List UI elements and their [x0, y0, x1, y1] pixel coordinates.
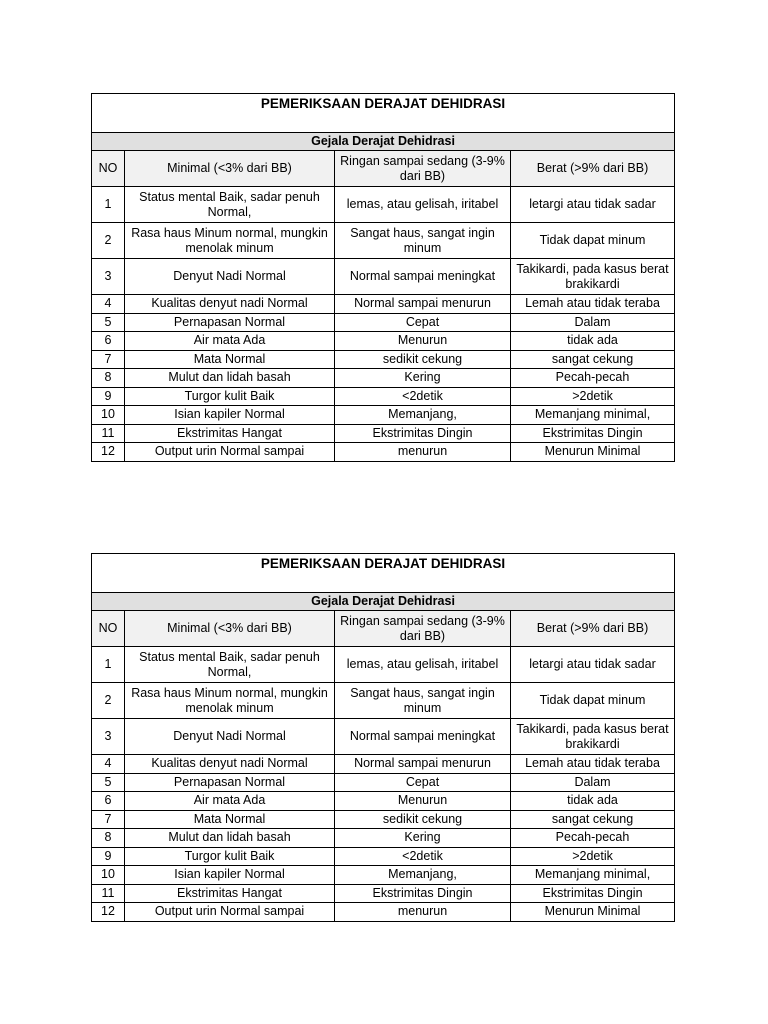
table-row — [92, 313, 675, 332]
group-header-row — [92, 593, 675, 611]
table-row — [92, 369, 675, 388]
table-row — [92, 259, 675, 295]
table-cell: tidak ada — [511, 792, 675, 811]
table-row — [92, 387, 675, 406]
table-cell: Menurun Minimal — [511, 903, 675, 922]
table-row — [92, 884, 675, 903]
table-body — [92, 554, 675, 922]
table-cell: 5 — [92, 313, 125, 332]
table-cell: Sangat haus, sangat ingin minum — [335, 683, 511, 719]
table-cell: Status mental Baik, sadar penuh Normal, — [125, 187, 335, 223]
table-cell: 6 — [92, 332, 125, 351]
table-cell: Sangat haus, sangat ingin minum — [335, 223, 511, 259]
table-cell: 1 — [92, 187, 125, 223]
table-row — [92, 847, 675, 866]
table-cell: Takikardi, pada kasus berat brakikardi — [511, 719, 675, 755]
table-cell: Tidak dapat minum — [511, 683, 675, 719]
table-cell: tidak ada — [511, 332, 675, 351]
column-header: NO — [92, 151, 125, 187]
table-cell: 11 — [92, 424, 125, 443]
table-cell: Pecah-pecah — [511, 369, 675, 388]
table-row — [92, 829, 675, 848]
column-header: Minimal (<3% dari BB) — [125, 151, 335, 187]
table-cell: Ekstrimitas Dingin — [335, 884, 511, 903]
table-cell: 8 — [92, 369, 125, 388]
table-cell: Normal sampai menurun — [335, 755, 511, 774]
table-cell: Kering — [335, 369, 511, 388]
table-cell: Output urin Normal sampai — [125, 903, 335, 922]
table-cell: 10 — [92, 866, 125, 885]
table-cell: Dalam — [511, 773, 675, 792]
table-cell: Mata Normal — [125, 810, 335, 829]
table-cell: Isian kapiler Normal — [125, 406, 335, 425]
table-cell: Mata Normal — [125, 350, 335, 369]
table-cell: Denyut Nadi Normal — [125, 259, 335, 295]
table-cell: letargi atau tidak sadar — [511, 187, 675, 223]
column-header: NO — [92, 611, 125, 647]
table-cell: Memanjang, — [335, 866, 511, 885]
table-row — [92, 295, 675, 314]
table-cell: Status mental Baik, sadar penuh Normal, — [125, 647, 335, 683]
table-cell: Ekstrimitas Dingin — [511, 884, 675, 903]
table-row — [92, 424, 675, 443]
table-cell: Ekstrimitas Hangat — [125, 884, 335, 903]
table-cell: >2detik — [511, 847, 675, 866]
table-cell: sedikit cekung — [335, 810, 511, 829]
table-cell: Ekstrimitas Hangat — [125, 424, 335, 443]
table-cell: Normal sampai meningkat — [335, 259, 511, 295]
table-cell: Turgor kulit Baik — [125, 847, 335, 866]
table-cell: Menurun — [335, 792, 511, 811]
table-cell: Isian kapiler Normal — [125, 866, 335, 885]
table-cell: lemas, atau gelisah, iritabel — [335, 647, 511, 683]
table-cell: Pecah-pecah — [511, 829, 675, 848]
table-cell: menurun — [335, 903, 511, 922]
table-cell: <2detik — [335, 387, 511, 406]
table-row — [92, 792, 675, 811]
table-cell: menurun — [335, 443, 511, 462]
table-cell: Tidak dapat minum — [511, 223, 675, 259]
table-row — [92, 350, 675, 369]
table-cell: 10 — [92, 406, 125, 425]
table-title: PEMERIKSAAN DERAJAT DEHIDRASI — [92, 94, 675, 133]
table-cell: Turgor kulit Baik — [125, 387, 335, 406]
table-cell: 9 — [92, 847, 125, 866]
group-header-row — [92, 133, 675, 151]
table-cell: Ekstrimitas Dingin — [511, 424, 675, 443]
table-row — [92, 903, 675, 922]
title-row — [92, 554, 675, 593]
table-body — [92, 94, 675, 462]
table-cell: Mulut dan lidah basah — [125, 369, 335, 388]
table-cell: Rasa haus Minum normal, mungkin menolak minum — [125, 223, 335, 259]
table-cell: Normal sampai meningkat — [335, 719, 511, 755]
table-cell: Memanjang minimal, — [511, 406, 675, 425]
table-cell: Kualitas denyut nadi Normal — [125, 295, 335, 314]
table-row — [92, 223, 675, 259]
table-cell: Ekstrimitas Dingin — [335, 424, 511, 443]
table-row — [92, 332, 675, 351]
table-cell: 7 — [92, 350, 125, 369]
table-cell: Cepat — [335, 773, 511, 792]
table-row — [92, 683, 675, 719]
table-row — [92, 719, 675, 755]
table-cell: Denyut Nadi Normal — [125, 719, 335, 755]
table-cell: Air mata Ada — [125, 792, 335, 811]
table-cell: sedikit cekung — [335, 350, 511, 369]
table-cell: <2detik — [335, 847, 511, 866]
table-cell: 4 — [92, 295, 125, 314]
table-cell: Lemah atau tidak teraba — [511, 755, 675, 774]
column-header-row — [92, 151, 675, 187]
table-cell: Memanjang, — [335, 406, 511, 425]
group-header: Gejala Derajat Dehidrasi — [92, 133, 675, 151]
table-title: PEMERIKSAAN DERAJAT DEHIDRASI — [92, 554, 675, 593]
table-cell: Dalam — [511, 313, 675, 332]
table-cell: 9 — [92, 387, 125, 406]
dehydration-table-2 — [91, 553, 675, 922]
table-cell: sangat cekung — [511, 810, 675, 829]
column-header: Ringan sampai sedang (3-9% dari BB) — [335, 611, 511, 647]
table-row — [92, 187, 675, 223]
table-cell: 8 — [92, 829, 125, 848]
table-cell: Menurun Minimal — [511, 443, 675, 462]
table-cell: Menurun — [335, 332, 511, 351]
table-cell: Pernapasan Normal — [125, 773, 335, 792]
table-row — [92, 773, 675, 792]
table-cell: 6 — [92, 792, 125, 811]
table-cell: 3 — [92, 259, 125, 295]
table-cell: 2 — [92, 683, 125, 719]
table-row — [92, 810, 675, 829]
title-row — [92, 94, 675, 133]
table-cell: >2detik — [511, 387, 675, 406]
table-cell: lemas, atau gelisah, iritabel — [335, 187, 511, 223]
table-row — [92, 755, 675, 774]
table-row — [92, 866, 675, 885]
table-cell: 4 — [92, 755, 125, 774]
table-cell: Lemah atau tidak teraba — [511, 295, 675, 314]
table-cell: Mulut dan lidah basah — [125, 829, 335, 848]
table-cell: letargi atau tidak sadar — [511, 647, 675, 683]
group-header: Gejala Derajat Dehidrasi — [92, 593, 675, 611]
table-cell: Kualitas denyut nadi Normal — [125, 755, 335, 774]
column-header: Ringan sampai sedang (3-9% dari BB) — [335, 151, 511, 187]
table-row — [92, 443, 675, 462]
column-header-row — [92, 611, 675, 647]
table-cell: Output urin Normal sampai — [125, 443, 335, 462]
table-cell: Air mata Ada — [125, 332, 335, 351]
table-cell: Kering — [335, 829, 511, 848]
table-cell: Memanjang minimal, — [511, 866, 675, 885]
table-cell: 12 — [92, 903, 125, 922]
table-cell: Pernapasan Normal — [125, 313, 335, 332]
table-cell: Takikardi, pada kasus berat brakikardi — [511, 259, 675, 295]
table-cell: 2 — [92, 223, 125, 259]
table-cell: 1 — [92, 647, 125, 683]
table-cell: 11 — [92, 884, 125, 903]
table-cell: Cepat — [335, 313, 511, 332]
dehydration-table-1 — [91, 93, 675, 462]
table-cell: 7 — [92, 810, 125, 829]
table-cell: 12 — [92, 443, 125, 462]
column-header: Minimal (<3% dari BB) — [125, 611, 335, 647]
table-cell: 5 — [92, 773, 125, 792]
table-cell: Rasa haus Minum normal, mungkin menolak minum — [125, 683, 335, 719]
table-cell: Normal sampai menurun — [335, 295, 511, 314]
table-row — [92, 406, 675, 425]
column-header: Berat (>9% dari BB) — [511, 151, 675, 187]
column-header: Berat (>9% dari BB) — [511, 611, 675, 647]
table-row — [92, 647, 675, 683]
table-cell: 3 — [92, 719, 125, 755]
table-cell: sangat cekung — [511, 350, 675, 369]
